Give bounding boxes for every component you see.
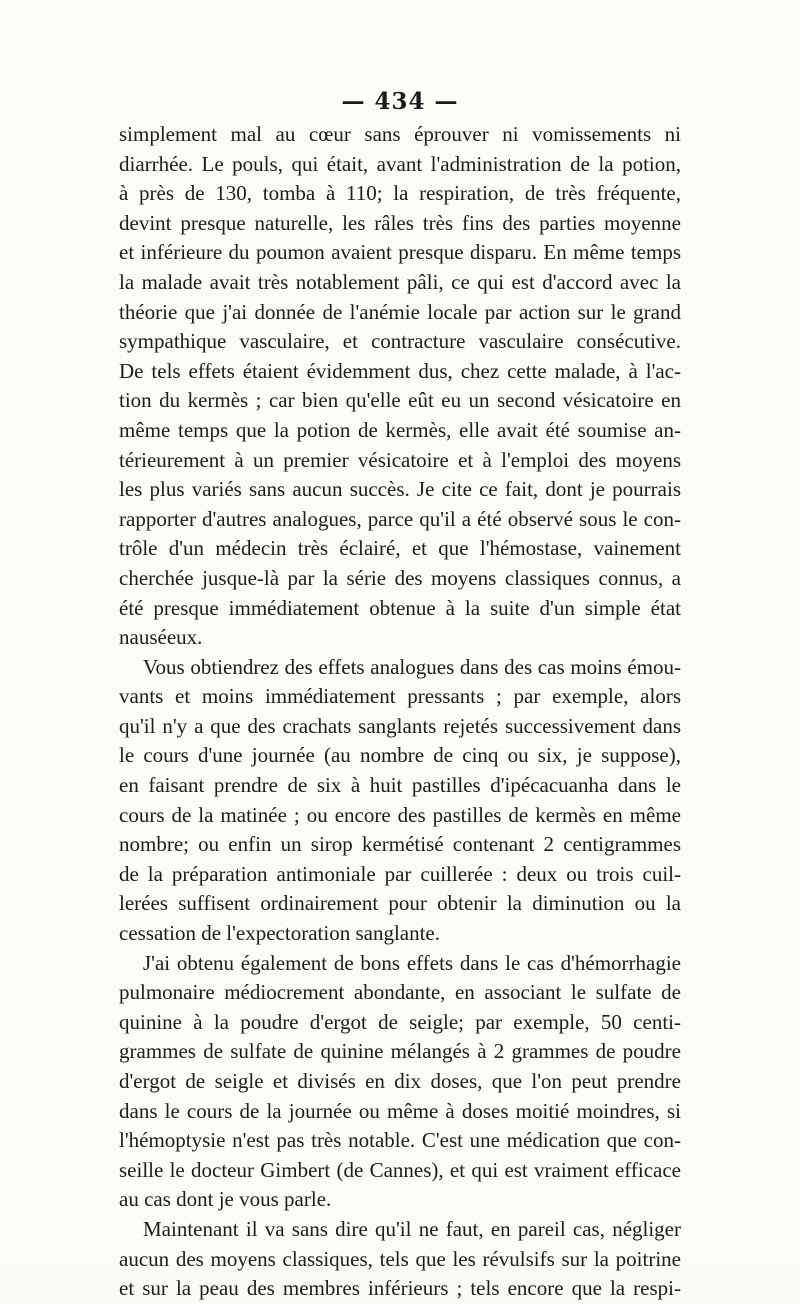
text-line: seille le docteur Gimbert (de Cannes), et qui est vraiment efficace [119, 1157, 681, 1182]
text-line: térieurement à un premier vésicatoire et à l'emploi des moyens [119, 447, 681, 472]
text-line: Vous obtiendrez des effets analogues dans des cas moins émou- [143, 654, 681, 679]
text-line: même temps que la potion de kermès, elle avait été soumise an- [119, 417, 681, 442]
body-text [119, 120, 681, 1304]
text-line: cours de la matinée ; ou encore des pastilles de kermès en même [119, 802, 681, 827]
text-line: pulmonaire médiocrement abondante, en associant le sulfate de [119, 980, 681, 1005]
text-line: Maintenant il va sans dire qu'il ne faut, en pareil cas, négliger [143, 1216, 681, 1241]
text-line: nauséeux. [119, 625, 203, 650]
text-line: à près de 130, tomba à 110; la respiration, de très fréquente, [119, 181, 681, 206]
text-line: sympathique vasculaire, et contracture vasculaire consécutive. [119, 329, 681, 354]
text-line: vants et moins immédiatement pressants ; par exemple, alors [119, 684, 681, 709]
text-line: l'hémoptysie n'est pas très notable. C'est une médication que con- [119, 1128, 681, 1153]
text-line: simplement mal au cœur sans éprouver ni vomissements ni [119, 122, 681, 146]
text-line: le cours d'une journée (au nombre de cinq ou six, je suppose), [119, 743, 681, 768]
page-number: — 434 — [341, 88, 459, 115]
text-line: lerées suffisent ordinairement pour obtenir la diminution ou la [119, 891, 681, 916]
text-line: la malade avait très notablement pâli, ce qui est d'accord avec la [119, 269, 681, 294]
text-line: devint presque naturelle, les râles très fins des parties moyenne [119, 210, 681, 235]
text-line: au cas dont je vous parle. [119, 1187, 332, 1212]
text-line: quinine à la poudre d'ergot de seigle; par exemple, 50 centi- [119, 1009, 681, 1034]
text-line: diarrhée. Le pouls, qui était, avant l'administration de la potion, [119, 151, 681, 176]
text-line: aucun des moyens classiques, tels que les révulsifs sur la poitrine [119, 1246, 681, 1271]
text-line: dans le cours de la journée ou même à doses moitié moindres, si [119, 1098, 681, 1123]
text-line: les plus variés sans aucun succès. Je cite ce fait, dont je pourrais [119, 477, 681, 502]
text-line: cherchée jusque-là par la série des moyens classiques connus, a [119, 565, 681, 590]
text-line: en faisant prendre de six à huit pastilles d'ipécacuanha dans le [119, 773, 681, 798]
text-line: tion du kermès ; car bien qu'elle eût eu un second vésicatoire en [119, 388, 681, 413]
text-line: de la préparation antimoniale par cuillerée : deux ou trois cuil- [119, 861, 681, 886]
text-line: cessation de l'expectoration sanglante. [119, 921, 440, 946]
text-line: d'ergot de seigle et divisés en dix doses, que l'on peut prendre [119, 1069, 681, 1093]
text-line: été presque immédiatement obtenue à la suite d'un simple état [119, 595, 681, 620]
text-line: théorie que j'ai donnée de l'anémie locale par action sur le grand [119, 299, 681, 324]
text-line: J'ai obtenu également de bons effets dans le cas d'hémorrhagie [143, 950, 681, 975]
text-line: nombre; ou enfin un sirop kermétisé contenant 2 centigrammes [119, 832, 681, 857]
text-line: grammes de sulfate de quinine mélangés à 2 grammes de poudre [119, 1039, 681, 1064]
text-line: De tels effets étaient évidemment dus, chez cette malade, à l'ac- [119, 358, 681, 383]
text-line: et inférieure du poumon avaient presque disparu. En même temps [119, 240, 681, 265]
text-line: rapporter d'autres analogues, parce qu'il a été observé sous le con- [119, 506, 681, 531]
text-line: qu'il n'y a que des crachats sanglants rejetés successivement dans [119, 713, 681, 738]
text-line: et sur la peau des membres inférieurs ; tels encore que la respi- [119, 1276, 681, 1301]
text-line: trôle d'un médecin très éclairé, et que l'hémostase, vainement [119, 536, 681, 561]
